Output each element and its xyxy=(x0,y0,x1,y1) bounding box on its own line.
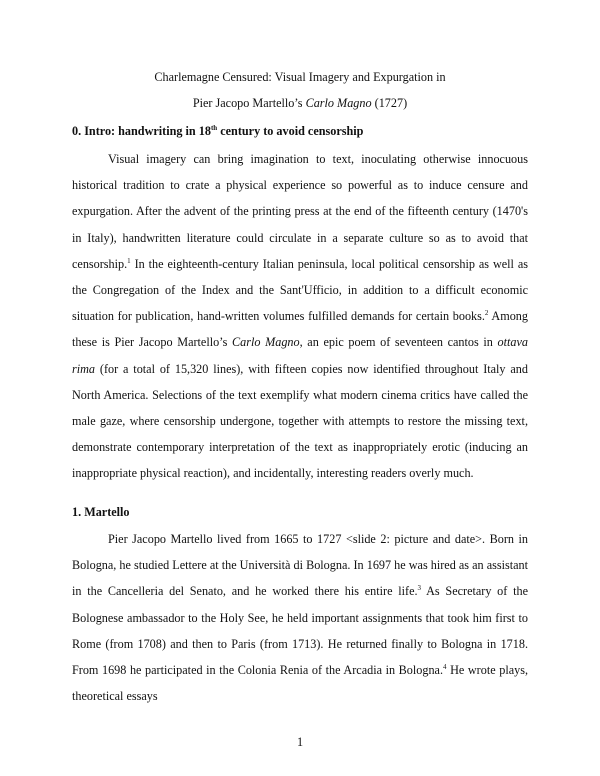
section-1-text-1: Pier Jacopo Martello lived from 1665 to 1727 <slide 2: picture and date>. Born in Bologna, he studied Lettere at the Università di Bologna. In 1697 he was hired as an assistant in the Cancelleria del Senato, and he worked there his entire life. xyxy=(72,532,528,599)
section-1-heading: 1. Martello xyxy=(72,505,130,519)
section-1-text-3: He wrote plays, theoretical essays xyxy=(72,663,528,704)
footnote-ref-1[interactable]: 1 xyxy=(127,256,131,265)
footnote-ref-3[interactable]: 3 xyxy=(417,584,422,593)
section-0-italic-ottava-rima: ottava rima xyxy=(72,335,528,376)
section-0-paragraph xyxy=(72,146,528,487)
title-line-2-italic: Carlo Magno xyxy=(305,96,372,110)
section-0-text-4: , an epic poem of seventeen cantos in xyxy=(299,335,498,350)
section-0-heading-sup: th xyxy=(210,123,218,132)
section-0-text-3: Among these is Pier Jacopo Martello’s xyxy=(72,309,528,350)
title-line-2-prefix: Pier Jacopo Martello’s xyxy=(192,96,306,110)
section-0-heading-prefix: 0. Intro: handwriting in 18 xyxy=(72,124,211,138)
title-line-2-suffix: (1727) xyxy=(371,96,408,110)
section-0-heading xyxy=(72,123,528,139)
footnote-ref-2[interactable]: 2 xyxy=(484,309,489,318)
section-0-italic-carlo-magno: Carlo Magno xyxy=(231,335,300,350)
section-0-text-5: (for a total of 15,320 lines), with fifteen copies now identified throughout Italy and North America. Selections of the text exemplify what modern cinema critics have called the male gaze, where censorship undergone, together with attempts to restore the missing text, demonstrate contemporary interpretation of the text as inappropriately erotic (inducing an inappropriate physical reaction), and incidentally, interesting readers overly much. xyxy=(72,361,528,481)
title-line-2 xyxy=(72,95,528,111)
section-0-body xyxy=(72,146,528,487)
title-line-1: Charlemagne Censured: Visual Imagery and Expurgation in xyxy=(154,70,446,84)
section-0-text-2: In the eighteenth-century Italian peninsula, local political censorship as well as the Congregation of the Index and the Sant'Ufficio, in addition to a difficult economic situation for publication, hand-written volumes fulfilled demands for certain books. xyxy=(72,256,528,324)
section-0-heading-suffix: century to avoid censorship xyxy=(217,124,364,138)
section-0-text-1: Visual imagery can bring imagination to text, inoculating otherwise innocuous historical tradition to crate a physical experience so powerful as to induce censure and expurgation. After the advent of the printing press at the end of the fifteenth century (1470's in Italy), handwritten literature could circulate in a separate culture so as to avoid that censorship. xyxy=(72,152,528,271)
page-number: 1 xyxy=(296,735,304,749)
section-1-paragraph xyxy=(72,526,528,709)
section-1-body xyxy=(72,526,528,709)
section-1-text-2: As Secretary of the Bolognese ambassador to the Holy See, he held important assignments that took him first to Rome (from 1708) and then to Paris (from 1713). He returned finally to Bologna in 1718. From 1698 he participated in the Colonia Renia of the Arcadia in Bologna. xyxy=(72,584,528,678)
footnote-ref-4[interactable]: 4 xyxy=(443,662,447,671)
